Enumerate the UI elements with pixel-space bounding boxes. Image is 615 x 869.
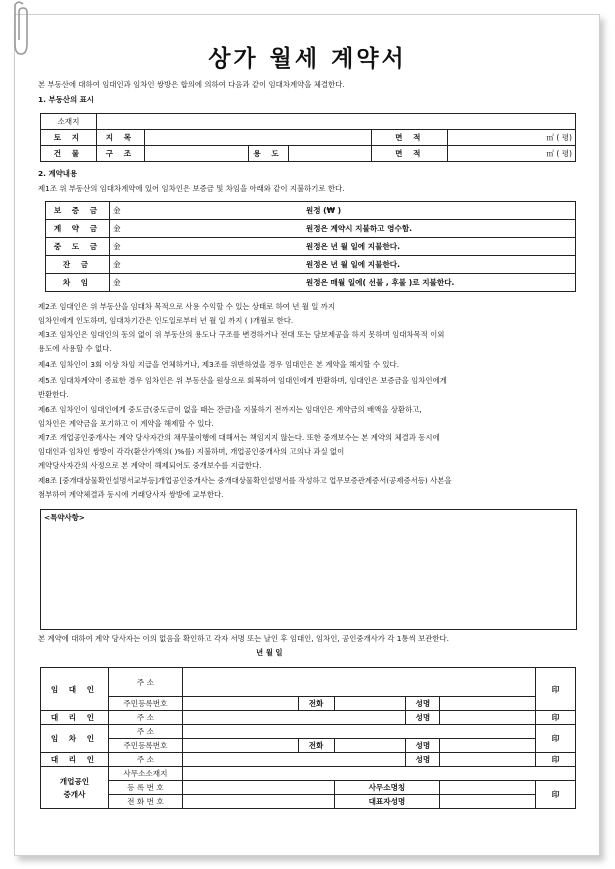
rent-label: 차 임	[46, 274, 110, 292]
section2-heading: 2. 계약내용	[38, 169, 78, 178]
lessor-agent-seal: 印	[536, 711, 576, 725]
office-name-label: 사무소명칭	[334, 781, 440, 795]
land-label: 토 지	[41, 130, 97, 146]
use-value[interactable]	[288, 146, 372, 162]
location-label: 소재지	[41, 114, 97, 130]
lessor-agent-name-label: 성명	[406, 711, 440, 725]
jimok-value[interactable]	[144, 130, 371, 146]
down-payment-text: 원정은 계약시 지불하고 영수함.	[303, 220, 576, 238]
broker-seal: 印	[536, 781, 576, 809]
document-title: 상가 월세 계약서	[208, 46, 407, 72]
lessee-id-label: 주민등록번호	[108, 739, 182, 753]
article-line: 제7조 개업공인중개사는 계약 당사자간의 채무불이행에 대해서는 책임지지 않는다. 또한 중개보수는 본 계약의 체결과 동시에	[38, 433, 440, 442]
deposit-label: 보 증 금	[46, 202, 110, 220]
lessor-name-label: 성명	[406, 697, 440, 711]
balance-won: 金	[109, 256, 302, 274]
article-line: 계약당사자간의 사정으로 본 계약이 해제되어도 중개보수를 지급한다.	[38, 461, 262, 470]
structure-label: 구 조	[96, 146, 144, 162]
interim-won: 金	[109, 238, 302, 256]
phone-number-label: 전 화 번 호	[108, 795, 182, 809]
broker-label-line1: 개업공인	[59, 776, 90, 786]
deposit-won: 金	[109, 202, 302, 220]
broker-label-line2: 중개사	[63, 789, 86, 799]
lessee-name-field[interactable]	[440, 739, 536, 753]
building-area-unit: ㎡ ( 평)	[448, 146, 576, 162]
date-line: 년 월 일	[256, 648, 283, 657]
lessor-agent-address-field[interactable]	[182, 711, 405, 725]
lessor-address-label: 주 소	[108, 668, 182, 697]
lessee-agent-name-label: 성명	[406, 753, 440, 767]
article-line: 제4조 임차인이 3회 이상 차임 지급을 연체하거나, 제3조를 위반하였을 경우 임대인은 본 계약을 해지할 수 있다.	[38, 360, 400, 369]
property-table	[40, 113, 576, 162]
article-line: 제5조 임대차계약이 종료한 경우 임차인은 위 부동산을 원상으로 회복하여 임대인에게 반환하며, 임대인은 보증금을 임차인에게	[38, 376, 447, 385]
lessee-agent-address-label: 주 소	[108, 753, 182, 767]
intro-text: 본 부동산에 대하여 임대인과 임차인 쌍방은 합의에 의하여 다음과 같이 임대차계약을 체결한다.	[38, 80, 345, 89]
interim-label: 중 도 금	[46, 238, 110, 256]
lessor-agent-address-label: 주 소	[108, 711, 182, 725]
article-line: 제6조 임차인이 임대인에게 중도금(중도금이 없을 때는 잔금)을 지불하기 전까지는 임대인은 계약금의 배액을 상환하고,	[38, 405, 422, 414]
lessor-id-label: 주민등록번호	[108, 697, 182, 711]
rent-won: 金	[109, 274, 302, 292]
representative-name-field[interactable]	[440, 795, 536, 809]
land-area-unit: ㎡ ( 평)	[448, 130, 576, 146]
lessor-seal: 印	[536, 668, 576, 711]
land-area-label: 면 적	[372, 130, 448, 146]
special-terms-box[interactable]	[40, 509, 577, 630]
use-label: 용 도	[248, 146, 288, 162]
building-label: 건 물	[41, 146, 97, 162]
lessee-label: 임 차 인	[41, 725, 109, 753]
lessor-id-field[interactable]	[182, 697, 298, 711]
lessee-address-field[interactable]	[182, 725, 535, 739]
down-payment-won: 金	[109, 220, 302, 238]
article-line: 임차인에게 인도하며, 임대차기간은 인도일로부터 년 월 일 까지 ( )개월로 한다.	[38, 316, 294, 325]
article1-text: 제1조 위 부동산의 임대차계약에 있어 임차인은 보증금 및 차임을 아래와 같이 지불하기로 한다.	[38, 184, 345, 193]
closing-text: 본 계약에 대하여 계약 당사자는 이의 없음을 확인하고 각자 서명 또는 날인 후 임대인, 임차인, 공인중개사가 각 1통씩 보관한다.	[38, 634, 450, 643]
interim-text: 원정은 년 월 일에 지불한다.	[303, 238, 576, 256]
article-line: 제3조 임차인은 임대인의 동의 없이 위 부동산의 용도나 구조를 변경하거나 전대 또는 담보제공을 하지 못하며 임대차목적 이외	[38, 330, 445, 339]
broker-label	[41, 767, 109, 809]
phone-number-field[interactable]	[182, 795, 334, 809]
article-line: 제8조 [중개대상물확인설명서교부등]개업공인중개사는 중개대상물확인설명서를 작성하고 업무보증관계증서(공제증서등) 사본을	[38, 476, 452, 485]
representative-name-label: 대표자성명	[334, 795, 440, 809]
balance-label: 잔 금	[46, 256, 110, 274]
lessee-seal: 印	[536, 725, 576, 753]
payment-table	[45, 201, 576, 292]
registration-number-label: 등 록 번 호	[108, 781, 182, 795]
office-location-field[interactable]	[182, 767, 575, 781]
lessor-agent-label: 대 리 인	[41, 711, 109, 725]
registration-number-field[interactable]	[182, 781, 334, 795]
deposit-text: 원정 (₩ )	[303, 202, 576, 220]
parties-table	[40, 667, 576, 809]
lessee-agent-seal: 印	[536, 753, 576, 767]
article-line: 반환한다.	[38, 390, 69, 399]
lessor-phone-field[interactable]	[334, 697, 406, 711]
location-value[interactable]	[96, 114, 575, 130]
lessor-label: 임 대 인	[41, 668, 109, 711]
lessee-agent-label: 대 리 인	[41, 753, 109, 767]
rent-text: 원정은 매월 일에( 선불 , 후불 )로 지불한다.	[303, 274, 576, 292]
office-location-label: 사무소소재지	[108, 767, 182, 781]
article-line: 첨부하여 계약체결과 동시에 거래당사자 쌍방에 교부한다.	[38, 490, 224, 499]
lessee-phone-label: 전화	[298, 739, 334, 753]
lessor-phone-label: 전화	[298, 697, 334, 711]
article-line: 용도에 사용할 수 없다.	[38, 344, 112, 353]
lessor-agent-name-field[interactable]	[440, 711, 536, 725]
special-terms-label: <특약사항>	[44, 513, 85, 522]
jimok-label: 지 목	[96, 130, 144, 146]
down-payment-label: 계 약 금	[46, 220, 110, 238]
lessee-agent-name-field[interactable]	[440, 753, 536, 767]
lessee-name-label: 성명	[406, 739, 440, 753]
section1-heading: 1. 부동산의 표시	[38, 95, 94, 104]
structure-value[interactable]	[144, 146, 248, 162]
article-line: 임대인과 임차인 쌍방이 각각(환산가액의( )%를) 지불하며, 개업공인중개사의 고의나 과실 없이	[38, 447, 345, 456]
lessor-name-field[interactable]	[440, 697, 536, 711]
balance-text: 원정은 년 월 일에 지불한다.	[303, 256, 576, 274]
lessor-address-field[interactable]	[182, 668, 535, 697]
lessee-phone-field[interactable]	[334, 739, 406, 753]
office-name-field[interactable]	[440, 781, 536, 795]
building-area-label: 면 적	[372, 146, 448, 162]
lessee-id-field[interactable]	[182, 739, 298, 753]
article-line: 임차인은 계약금을 포기하고 이 계약을 해제할 수 있다.	[38, 419, 214, 428]
lessee-agent-address-field[interactable]	[182, 753, 405, 767]
article-line: 제2조 임대인은 위 부동산을 임대차 목적으로 사용 수익할 수 있는 상태로 하여 년 월 일 까지	[38, 302, 335, 311]
lessee-address-label: 주 소	[108, 725, 182, 739]
